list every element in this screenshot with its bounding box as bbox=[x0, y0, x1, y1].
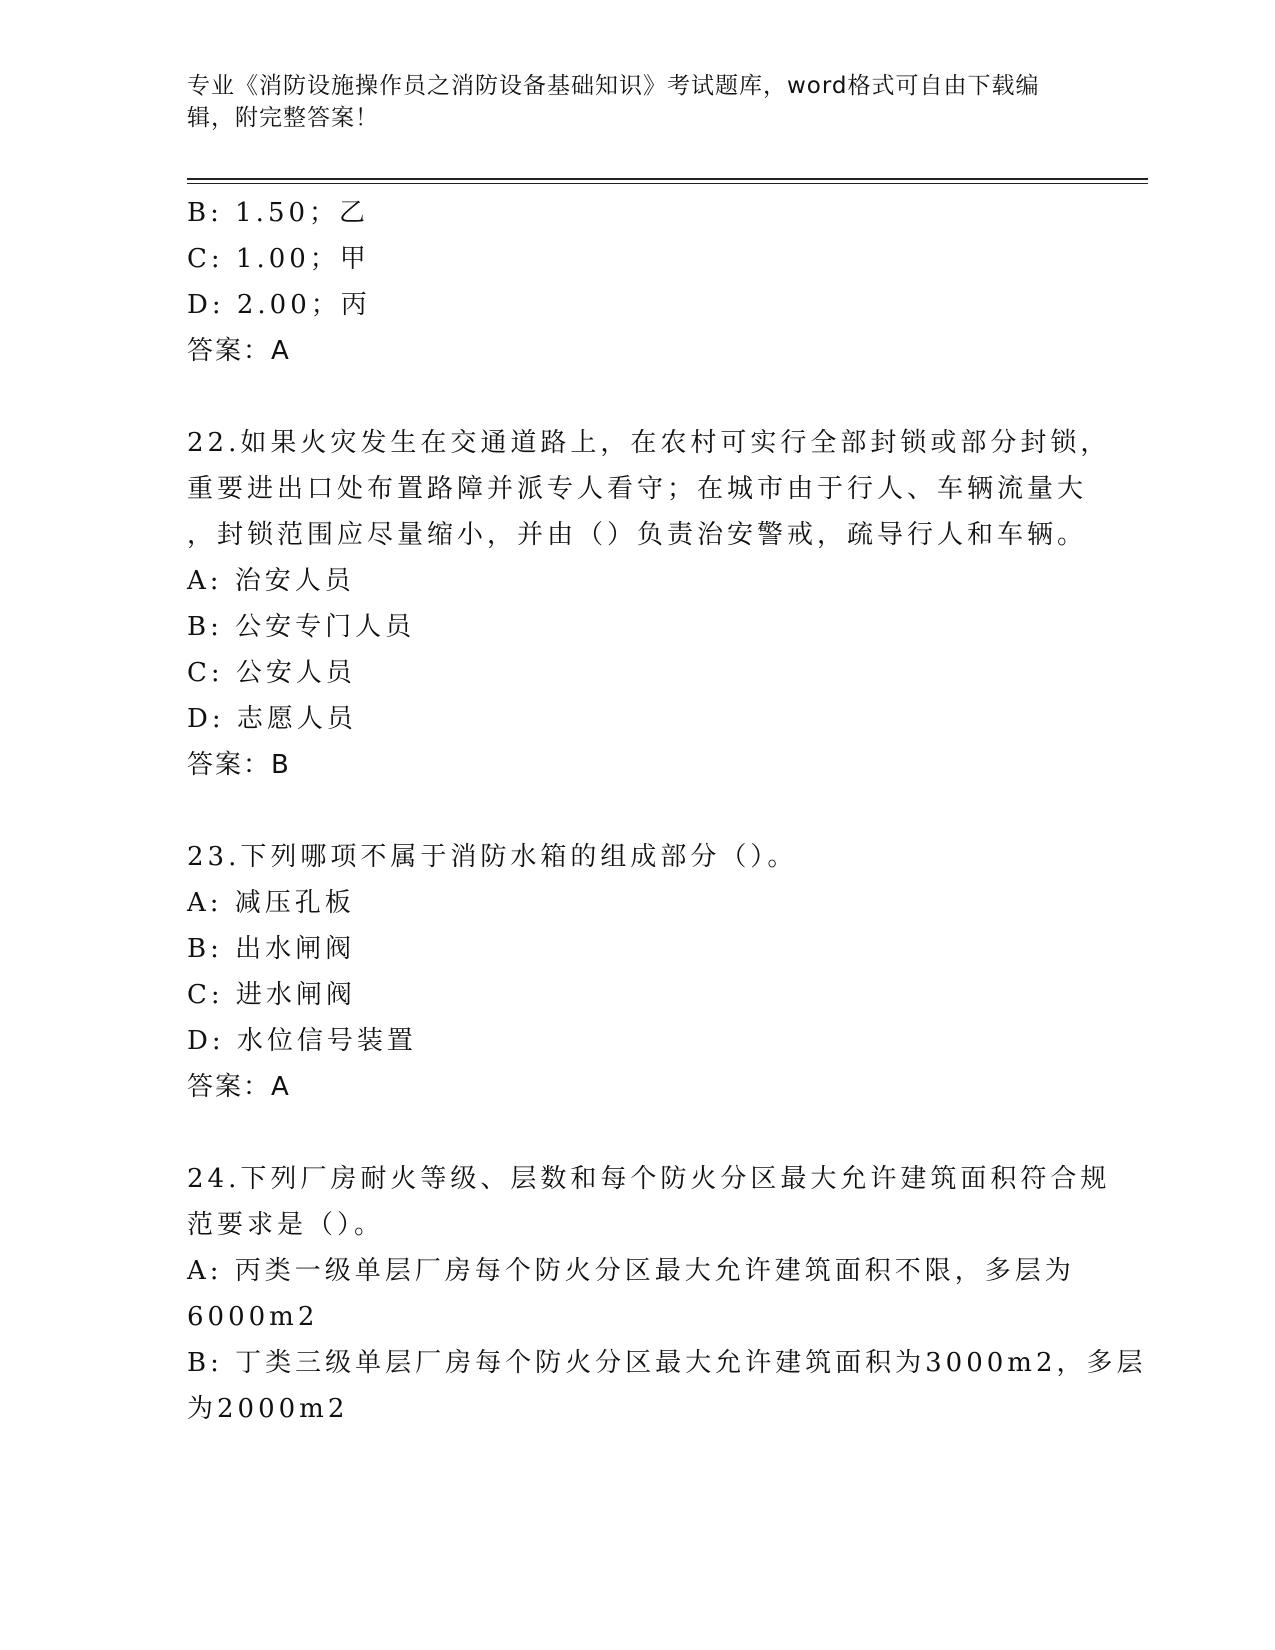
question-21-fragment bbox=[187, 190, 1087, 374]
header-divider-top bbox=[187, 178, 1148, 180]
option-a: A: 治安人员 bbox=[187, 566, 355, 596]
option-b: B: 公安专门人员 bbox=[187, 612, 416, 642]
question-content bbox=[187, 190, 1147, 1432]
option-c: C: 进水闸阀 bbox=[187, 980, 356, 1010]
option-b: B: 出水闸阀 bbox=[187, 934, 356, 964]
question-stem-line: 24.下列厂房耐火等级、层数和每个防火分区最大允许建筑面积符合规 bbox=[187, 1164, 1111, 1194]
question-stem-line: ，封锁范围应尽量缩小，并由（）负责治安警戒，疏导行人和车辆。 bbox=[187, 520, 1088, 550]
spacer bbox=[187, 374, 1087, 420]
question-22 bbox=[187, 420, 1111, 788]
option-b: B: 丁类三级单层厂房每个防火分区最大允许建筑面积为3000m2，多层 bbox=[187, 1348, 1147, 1378]
option-a: A: 减压孔板 bbox=[187, 888, 355, 918]
option-d: D: 志愿人员 bbox=[187, 704, 357, 734]
option-b-continued: 为2000m2 bbox=[187, 1394, 349, 1424]
option-a-continued: 6000m2 bbox=[187, 1302, 319, 1332]
answer-line: 答案：B bbox=[187, 750, 291, 780]
document-header bbox=[187, 70, 1087, 134]
question-stem-line: 23.下列哪项不属于消防水箱的组成部分（）。 bbox=[187, 842, 798, 872]
question-24 bbox=[187, 1156, 1147, 1432]
option-c: C: 1.00；甲 bbox=[187, 244, 370, 274]
answer-line: 答案：A bbox=[187, 336, 291, 366]
spacer bbox=[187, 788, 1087, 834]
spacer bbox=[187, 1110, 1087, 1156]
header-text: 专业《消防设施操作员之消防设备基础知识》考试题库，word格式可自由下载编辑，附完整答案！ bbox=[187, 73, 1040, 131]
option-b: B: 1.50；乙 bbox=[187, 198, 370, 228]
option-d: D: 2.00；丙 bbox=[187, 290, 371, 320]
question-stem-line: 重要进出口处布置路障并派专人看守；在城市由于行人、车辆流量大 bbox=[187, 474, 1088, 504]
question-stem-line: 22.如果火灾发生在交通道路上，在农村可实行全部封锁或部分封锁， bbox=[187, 428, 1111, 458]
option-d: D: 水位信号装置 bbox=[187, 1026, 417, 1056]
question-23 bbox=[187, 834, 1087, 1110]
option-c: C: 公安人员 bbox=[187, 658, 356, 688]
question-stem-line: 范要求是（）。 bbox=[187, 1210, 385, 1240]
option-a: A: 丙类一级单层厂房每个防火分区最大允许建筑面积不限，多层为 bbox=[187, 1256, 1075, 1286]
header-divider-bottom bbox=[187, 183, 1148, 184]
answer-line: 答案：A bbox=[187, 1072, 291, 1102]
